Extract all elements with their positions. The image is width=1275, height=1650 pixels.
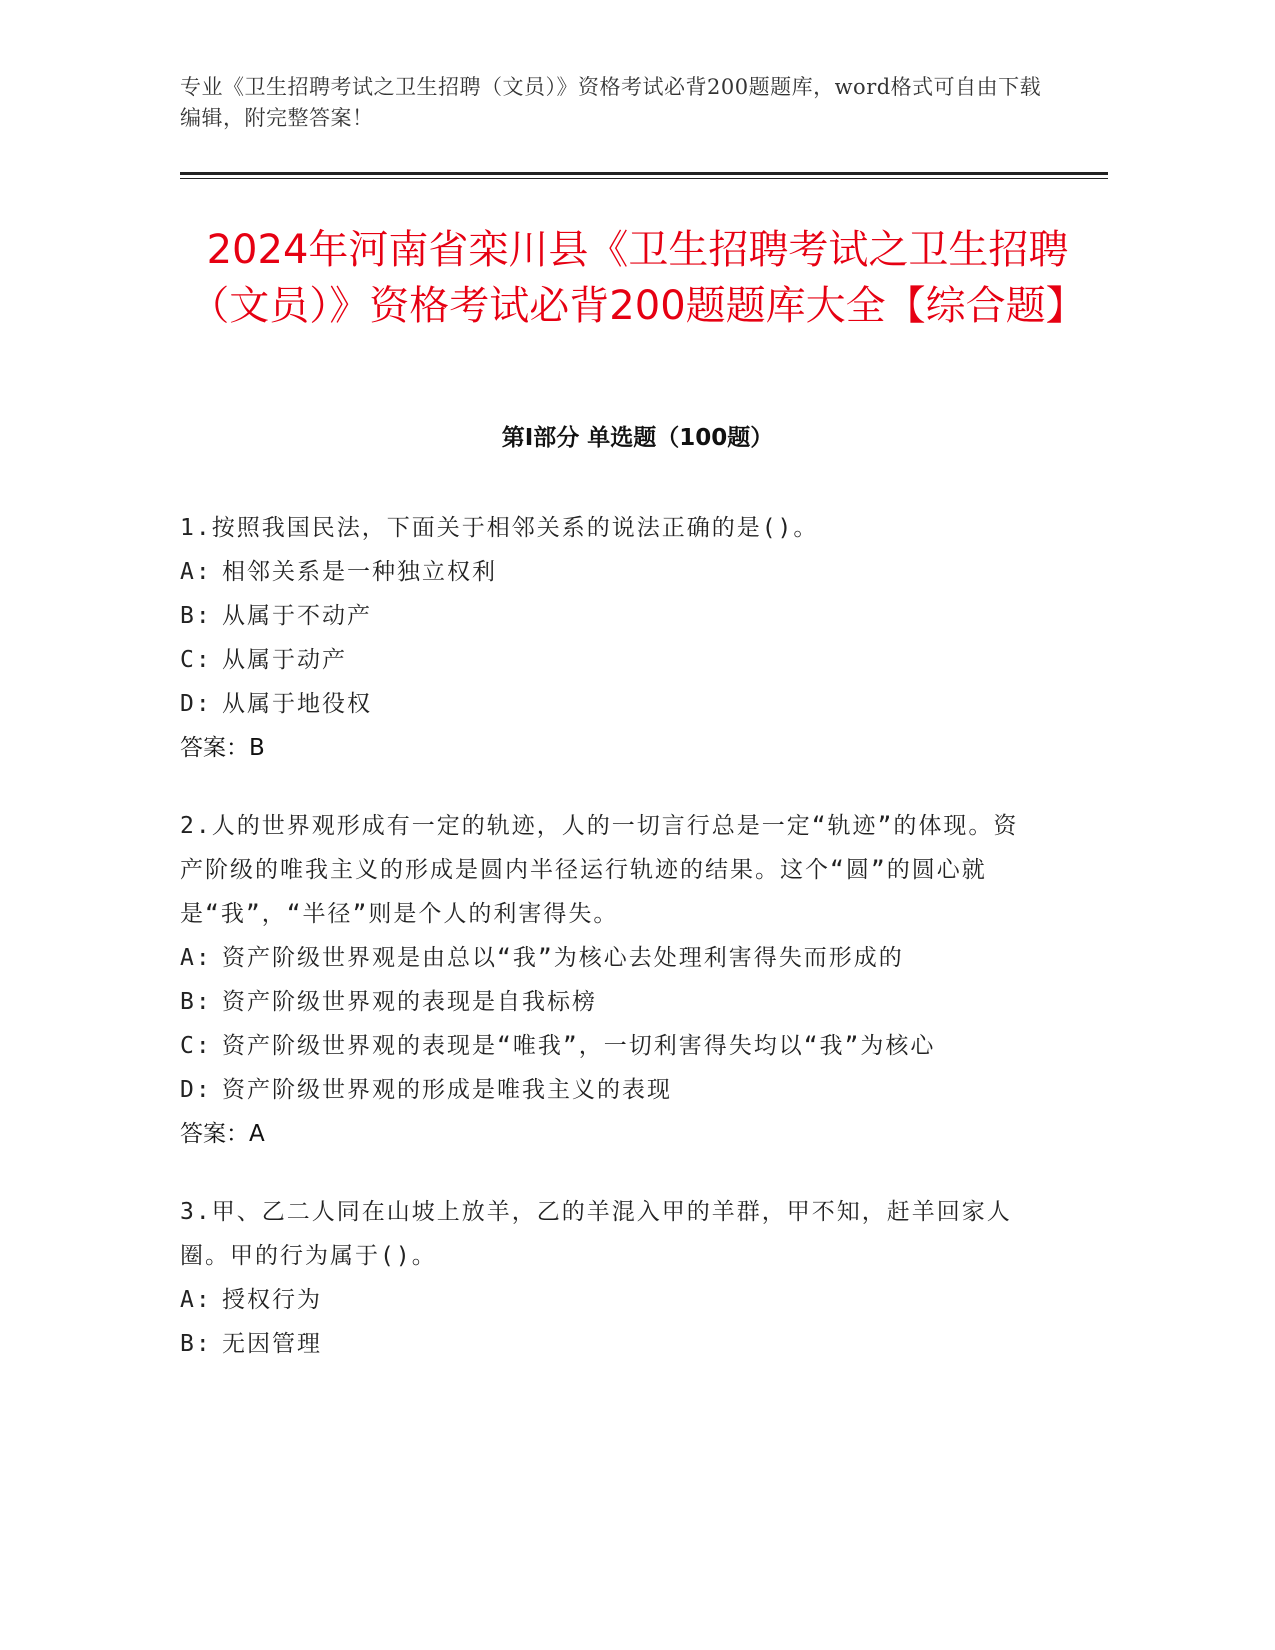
option-text: 从属于不动产 xyxy=(222,603,372,629)
option-a xyxy=(180,936,1040,980)
option-key: D: xyxy=(180,691,212,717)
option-key: B: xyxy=(180,603,212,629)
option-c xyxy=(180,1024,1040,1068)
answer-label: 答案： xyxy=(180,735,249,761)
option-b xyxy=(180,980,1040,1024)
option-text: 资产阶级世界观是由总以“我”为核心去处理利害得失而形成的 xyxy=(222,945,904,971)
option-text: 授权行为 xyxy=(222,1287,322,1313)
question-2 xyxy=(180,804,1040,1156)
option-key: B: xyxy=(180,989,212,1015)
option-text: 资产阶级世界观的形成是唯我主义的表现 xyxy=(222,1077,672,1103)
option-text: 资产阶级世界观的表现是自我标榜 xyxy=(222,989,597,1015)
option-b xyxy=(180,1322,1040,1366)
header-divider-thin xyxy=(180,178,1108,179)
document-title: 2024年河南省栾川县《卫生招聘考试之卫生招聘（文员）》资格考试必背200题题库大全【综合题】 xyxy=(189,227,1086,329)
header-note: 专业《卫生招聘考试之卫生招聘（文员）》资格考试必背200题题库，word格式可自由下载编辑，附完整答案！ xyxy=(180,75,1042,130)
option-b xyxy=(180,594,1040,638)
option-key: A: xyxy=(180,945,212,971)
answer-line xyxy=(180,1112,1040,1156)
option-key: B: xyxy=(180,1331,212,1357)
question-1 xyxy=(180,506,1040,770)
option-text: 资产阶级世界观的表现是“唯我”，一切利害得失均以“我”为核心 xyxy=(222,1033,936,1059)
option-key: A: xyxy=(180,559,212,585)
option-key: C: xyxy=(180,647,212,673)
option-key: D: xyxy=(180,1077,212,1103)
option-a xyxy=(180,1278,1040,1322)
option-a xyxy=(180,550,1040,594)
section-heading: 第Ⅰ部分 单选题（100题） xyxy=(501,425,774,451)
answer-value: A xyxy=(249,1121,265,1147)
question-stem: 2.人的世界观形成有一定的轨迹，人的一切言行总是一定“轨迹”的体现。资产阶级的唯我主义的形成是圆内半径运行轨迹的结果。这个“圆”的圆心就是“我”，“半径”则是个人的利害得失。 xyxy=(180,813,1019,927)
option-d xyxy=(180,682,1040,726)
question-stem: 1.按照我国民法，下面关于相邻关系的说法正确的是()。 xyxy=(180,515,819,541)
question-list xyxy=(180,506,1040,1400)
question-3 xyxy=(180,1190,1040,1366)
option-c xyxy=(180,638,1040,682)
question-stem: 3.甲、乙二人同在山坡上放羊，乙的羊混入甲的羊群，甲不知，赶羊回家人圈。甲的行为属于()。 xyxy=(180,1199,1012,1269)
answer-line xyxy=(180,726,1040,770)
option-text: 从属于动产 xyxy=(222,647,347,673)
option-d xyxy=(180,1068,1040,1112)
option-key: C: xyxy=(180,1033,212,1059)
option-text: 从属于地役权 xyxy=(222,691,372,717)
option-key: A: xyxy=(180,1287,212,1313)
header-divider xyxy=(180,172,1108,175)
option-text: 无因管理 xyxy=(222,1331,322,1357)
answer-value: B xyxy=(249,735,265,761)
option-text: 相邻关系是一种独立权利 xyxy=(222,559,497,585)
answer-label: 答案： xyxy=(180,1121,249,1147)
